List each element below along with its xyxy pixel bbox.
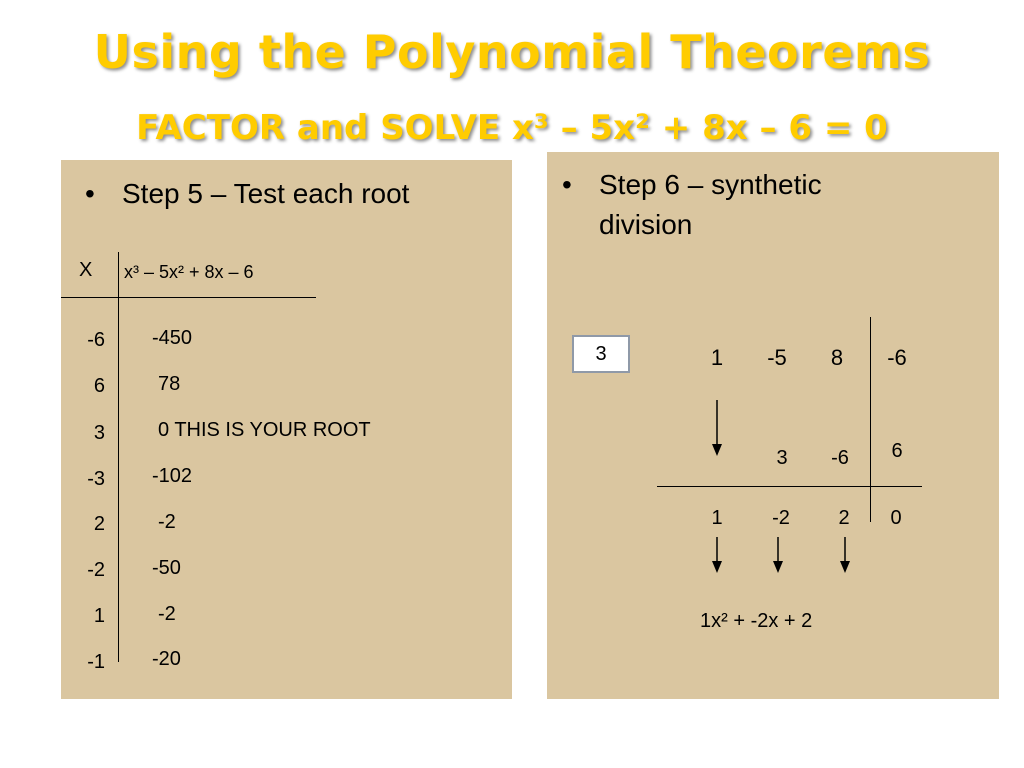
bullet-dot: • (562, 169, 572, 200)
table-header-underline (61, 297, 316, 298)
result: 1 (711, 507, 723, 529)
table-row-x: 2 (93, 513, 105, 535)
divisor-box: 3 (572, 335, 630, 373)
table-row-value: -50 (152, 557, 181, 579)
table-row-value: -2 (158, 603, 176, 625)
step5-text: Step 5 – Test each root (122, 178, 410, 209)
bullet-dot: • (85, 178, 95, 209)
table-row-x: -1 (87, 651, 105, 673)
step6-text: Step 6 – synthetic division (599, 169, 822, 240)
table-row-x: -3 (87, 468, 105, 490)
result: 2 (838, 507, 850, 529)
coefficient: -5 (767, 345, 787, 370)
table-row-value: -2 (158, 511, 176, 533)
product: -6 (831, 447, 849, 469)
table-row-x: -6 (87, 329, 105, 351)
left-panel-test-roots (61, 160, 512, 699)
table-row-x: -2 (87, 559, 105, 581)
table-vertical-divider (118, 252, 119, 662)
product: 3 (776, 447, 788, 469)
division-line (657, 486, 922, 487)
down-arrow-icon (710, 537, 724, 573)
table-row-x: 3 (93, 422, 105, 444)
coefficient: -6 (887, 345, 907, 370)
table-row-value-root: 0 THIS IS YOUR ROOT (158, 419, 371, 441)
table-row-x: 1 (93, 605, 105, 627)
quotient-polynomial: 1x² + -2x + 2 (700, 610, 813, 632)
right-panel-synthetic-division (547, 152, 999, 699)
table-row-value: -20 (152, 648, 181, 670)
down-arrow-icon (710, 400, 724, 456)
down-arrow-icon (771, 537, 785, 573)
down-arrow-icon (838, 537, 852, 573)
result: -2 (772, 507, 790, 529)
table-row-value: 78 (158, 373, 181, 395)
table-row-value: -102 (152, 465, 193, 487)
table-row-x: 6 (93, 375, 105, 397)
product: 6 (891, 440, 903, 462)
slide-subtitle: FACTOR and SOLVE x³ – 5x² + 8x – 6 = 0 (136, 108, 888, 148)
remainder: 0 (890, 507, 902, 529)
table-row-value: -450 (152, 327, 193, 349)
table-header-polynomial: x³ – 5x² + 8x – 6 (124, 262, 254, 282)
coefficient: 1 (710, 345, 724, 370)
table-header-x: X (79, 259, 93, 281)
slide-title: Using the Polynomial Theorems (93, 25, 931, 79)
remainder-divider (870, 317, 871, 522)
coefficient: 8 (830, 345, 844, 370)
